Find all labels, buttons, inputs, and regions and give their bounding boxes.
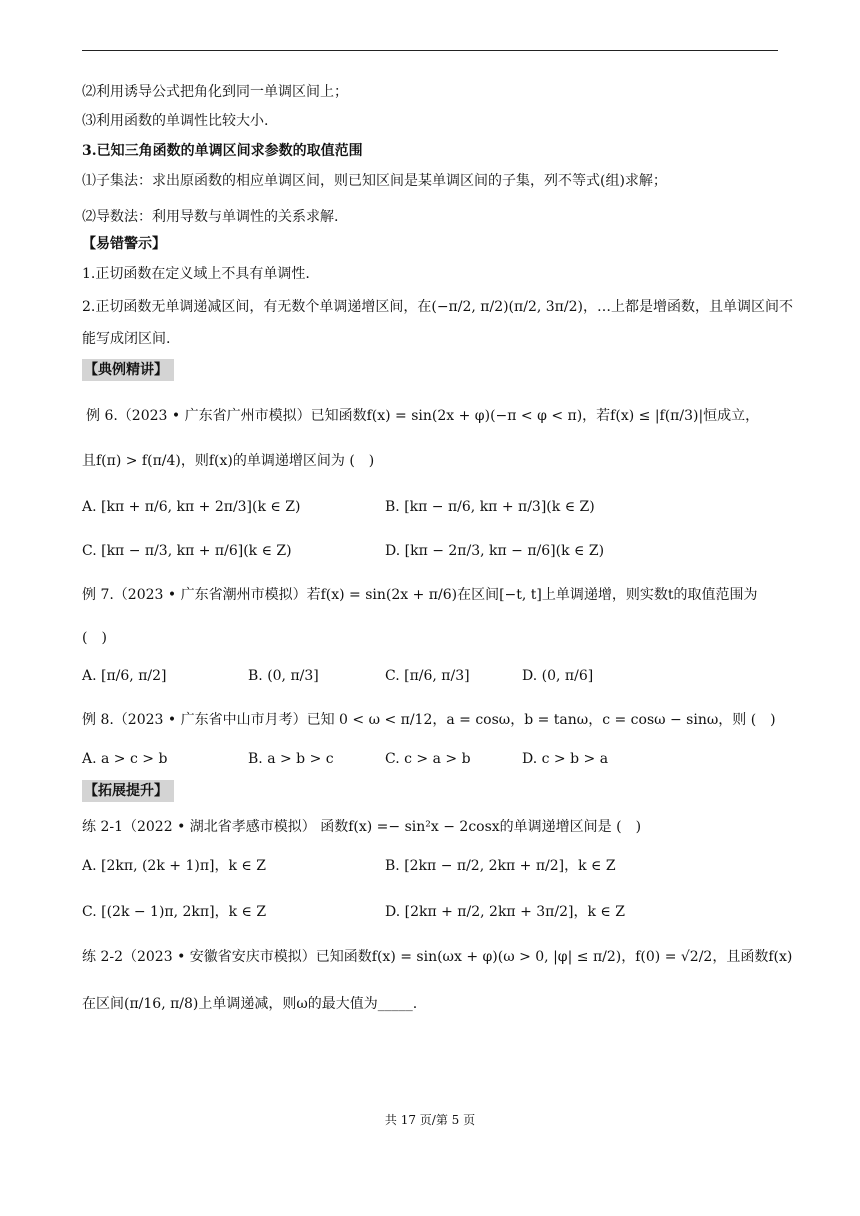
example-7-question: 例 7.（2023 • 广东省潮州市模拟）若f(x) = sin(2x + π/6)在区间[−t, t]上单调递增，则实数t的取值范围为 (82, 587, 758, 603)
text-line: ⑵导数法：利用导数与单调性的关系求解. (82, 209, 339, 225)
example-8-option-d: D. c > b > a (522, 751, 609, 767)
example-7-question-cont: ( ) (82, 630, 107, 646)
example-6-question-cont: 且f(π) > f(π/4)，则f(x)的单调递增区间为 ( ) (82, 453, 375, 469)
section-label-examples: 【典例精讲】 (82, 359, 174, 381)
example-8-option-b: B. a > b > c (248, 751, 334, 767)
example-7-option-d: D. (0, π/6] (522, 668, 594, 684)
text-line: ⑵利用诱导公式把角化到同一单调区间上； (82, 84, 348, 100)
example-6-option-d: D. [kπ − 2π/3, kπ − π/6](k ∈ Z) (385, 543, 605, 559)
section-label-extension: 【拓展提升】 (82, 780, 174, 802)
text-line: 1.正切函数在定义域上不具有单调性. (82, 266, 310, 282)
example-8-option-c: C. c > a > b (385, 751, 471, 767)
example-8-question: 例 8.（2023 • 广东省中山市月考）已知 0 < ω < π/12，a = cosω，b = tanω，c = cosω − sinω，则 ( ) (82, 712, 776, 728)
example-6-option-a: A. [kπ + π/6, kπ + 2π/3](k ∈ Z) (82, 499, 301, 515)
example-7-option-b: B. (0, π/3] (248, 668, 319, 684)
page-footer: 共 17 页/第 5 页 (384, 1113, 476, 1127)
practice-2-1-option-d: D. [2kπ + π/2, 2kπ + 3π/2]，k ∈ Z (385, 904, 625, 920)
practice-2-2-question: 练 2-2（2023 • 安徽省安庆市模拟）已知函数f(x) = sin(ωx + φ)(ω > 0, |φ| ≤ π/2)，f(0) = √2/2，且函数f(x) (82, 949, 793, 965)
warning-title: 【易错警示】 (82, 236, 166, 252)
example-6-option-b: B. [kπ − π/6, kπ + π/3](k ∈ Z) (385, 499, 595, 515)
example-6-question: 例 6.（2023 • 广东省广州市模拟）已知函数f(x) = sin(2x + φ)(−π < φ < π)，若f(x) ≤ |f(π/3)|恒成立， (86, 408, 760, 424)
practice-2-2-question-cont: 在区间(π/16, π/8)上单调递减，则ω的最大值为_____. (82, 996, 418, 1012)
text-line: ⑴子集法：求出原函数的相应单调区间，则已知区间是某单调区间的子集，列不等式(组)求解； (82, 173, 667, 189)
example-7-option-c: C. [π/6, π/3] (385, 668, 470, 684)
text-line: 能写成闭区间. (82, 331, 171, 347)
subheading: 3.已知三角函数的单调区间求参数的取值范围 (82, 143, 363, 159)
example-8-option-a: A. a > c > b (82, 751, 168, 767)
example-6-option-c: C. [kπ − π/3, kπ + π/6](k ∈ Z) (82, 543, 292, 559)
practice-2-1-question: 练 2-1（2022 • 湖北省孝感市模拟） 函数f(x) =− sin²x − 2cosx的单调递增区间是 ( ) (82, 819, 642, 835)
practice-2-1-option-c: C. [(2k − 1)π, 2kπ]，k ∈ Z (82, 904, 267, 920)
text-line: 2.正切函数无单调递减区间，有无数个单调递增区间，在(−π/2, π/2)(π/2, 3π/2)，…上都是增函数，且单调区间不 (82, 299, 793, 315)
practice-2-1-option-b: B. [2kπ − π/2, 2kπ + π/2]，k ∈ Z (385, 858, 616, 874)
example-7-option-a: A. [π/6, π/2] (82, 668, 167, 684)
header-rule (82, 50, 778, 51)
practice-2-1-option-a: A. [2kπ, (2k + 1)π]，k ∈ Z (82, 858, 266, 874)
text-line: ⑶利用函数的单调性比较大小. (82, 113, 269, 129)
